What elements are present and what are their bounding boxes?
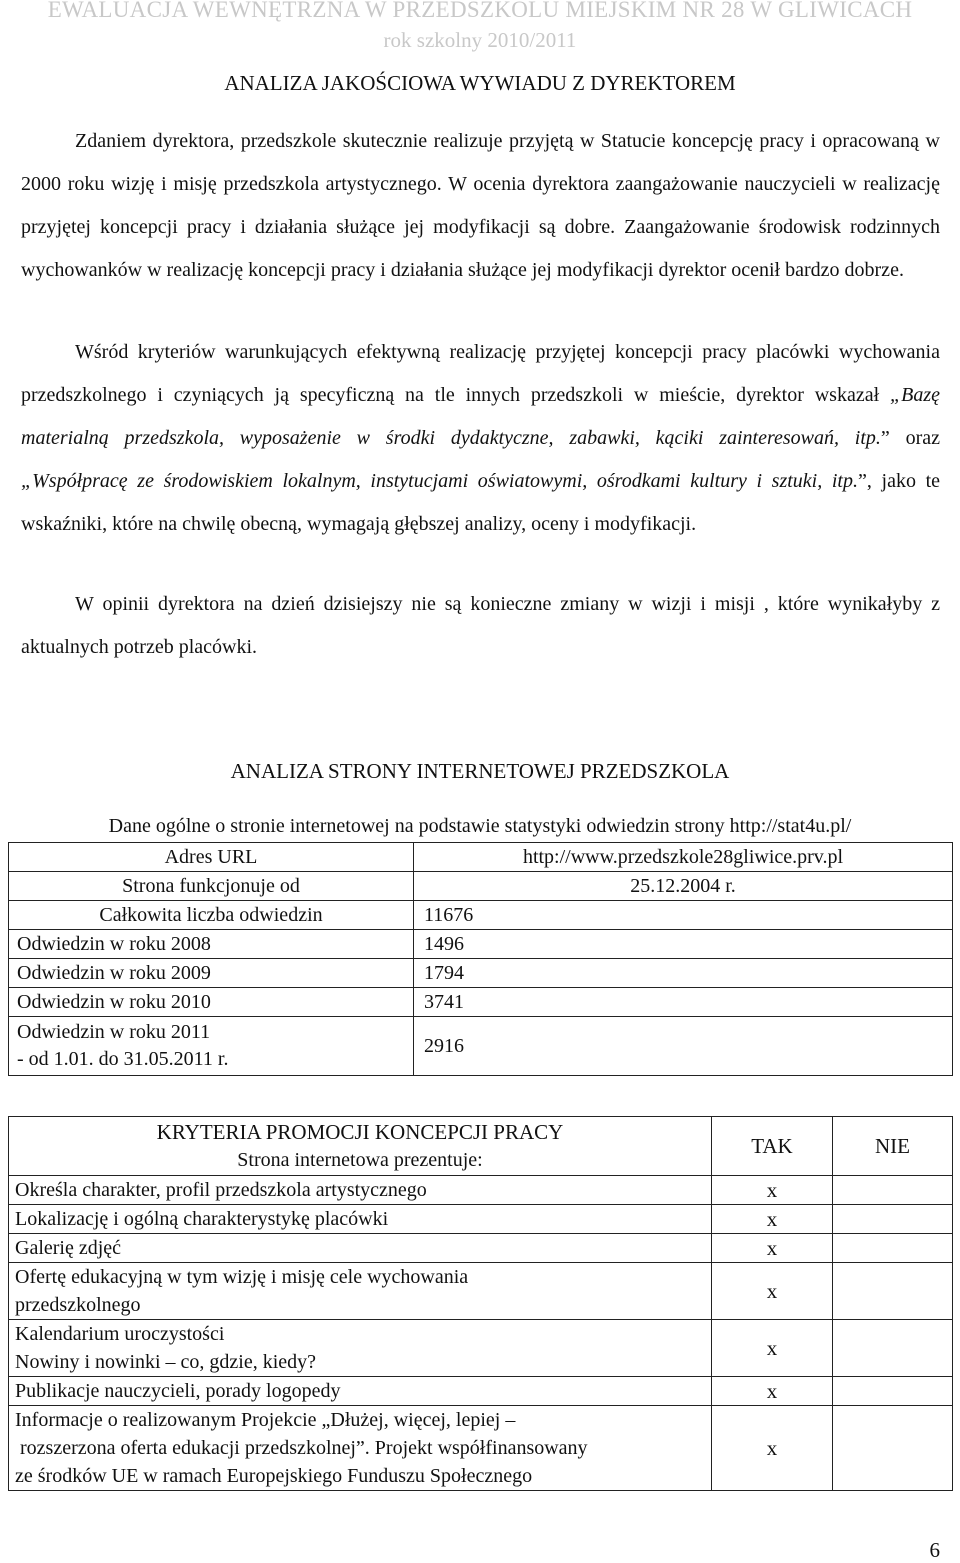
table-row <box>9 872 953 901</box>
table-row <box>9 1320 953 1377</box>
criteria-label: Publikacje nauczycieli, porady logopedy <box>9 1377 712 1406</box>
table-row <box>9 1377 953 1406</box>
stats-label <box>9 1017 414 1076</box>
paragraph-text: Zdaniem dyrektora, przedszkole skutecznie realizuje przyjętą w Statucie koncepcję pracy i opracowaną w 2000 roku wizję i misję przedszkola artystycznego. W ocenia dyrektora zaangażowanie nauczycieli w realizację przyjętej koncepcji pracy i działania służące jej modyfikacji są dobre. Zaangażowanie środowisk rodzinnych wychowanków w realizację koncepcji pracy i działania służące jej modyfikacji dyrektor ocenił bardzo dobrze. <box>21 130 940 281</box>
promotion-criteria-table <box>8 1116 953 1491</box>
table-header-row <box>9 1117 953 1176</box>
paragraph-text: ” oraz <box>880 427 940 449</box>
stats-value: http://www.przedszkole28gliwice.prv.pl <box>414 843 953 872</box>
stats-label-line: Odwiedzin w roku 2011 <box>17 1021 211 1043</box>
criteria-no-mark <box>833 1176 953 1205</box>
table-row <box>9 1176 953 1205</box>
criteria-label-line: przedszkolnego <box>15 1294 141 1316</box>
document-header-year: rok szkolny 2010/2011 <box>383 28 577 52</box>
criteria-heading-cell <box>9 1117 712 1176</box>
criteria-no-mark <box>833 1406 953 1491</box>
criteria-no-mark <box>833 1263 953 1320</box>
criteria-heading: KRYTERIA PROMOCJI KONCEPCJI PRACY <box>156 1120 564 1144</box>
paragraph-no-changes <box>21 583 940 669</box>
paragraph-criteria <box>21 331 940 546</box>
criteria-label-line: rozszerzona oferta edukacji przedszkolnej”. Projekt współfinansowany <box>15 1437 588 1459</box>
criteria-no-mark <box>833 1234 953 1263</box>
stats-label: Adres URL <box>9 843 414 872</box>
criteria-label: Lokalizację i ogólną charakterystykę placówki <box>9 1205 712 1234</box>
section-title-interview: ANALIZA JAKOŚCIOWA WYWIADU Z DYREKTOREM <box>224 71 736 95</box>
criteria-label <box>9 1263 712 1320</box>
stats-label: Odwiedzin w roku 2008 <box>9 930 414 959</box>
column-header-no: NIE <box>833 1117 953 1176</box>
criteria-label: Galerię zdjęć <box>9 1234 712 1263</box>
criteria-yes-mark: x <box>712 1263 833 1320</box>
table-row <box>9 959 953 988</box>
criteria-yes-mark: x <box>712 1320 833 1377</box>
criteria-no-mark <box>833 1205 953 1234</box>
table-row <box>9 1234 953 1263</box>
page-number: 6 <box>929 1538 940 1562</box>
stats-label: Strona funkcjonuje od <box>9 872 414 901</box>
stats-label: Całkowita liczba odwiedzin <box>9 901 414 930</box>
paragraph-text: Wśród kryteriów warunkujących efektywną realizację przyjętej koncepcji pracy placówki wychowania przedszkolnego i czyniących ją specyficzną na tle innych przedszkoli w mieście, dyrektor wskazał <box>21 341 940 406</box>
criteria-label-line: Nowiny i nowinki – co, gdzie, kiedy? <box>15 1351 317 1373</box>
table-row <box>9 930 953 959</box>
table-row <box>9 1263 953 1320</box>
emphasis-cooperation: „Współpracę ze środowiskiem lokalnym, instytucjami oświatowymi, ośrodkami kultury i sztuki, itp. <box>21 470 858 492</box>
criteria-label-line: Kalendarium uroczystości <box>15 1323 225 1345</box>
table-row <box>9 1205 953 1234</box>
column-header-yes: TAK <box>712 1117 833 1176</box>
criteria-label-line: ze środków UE w ramach Europejskiego Funduszu Społecznego <box>15 1465 533 1487</box>
criteria-label-line: Informacje o realizowanym Projekcie „Dłużej, więcej, lepiej – <box>15 1409 516 1431</box>
criteria-no-mark <box>833 1377 953 1406</box>
criteria-no-mark <box>833 1320 953 1377</box>
emphasis-material-base: „Bazę materialną przedszkola, wyposażenie w środki dydaktyczne, zabawki, kąciki zainteresowań, itp. <box>21 384 940 449</box>
paragraph-director-opinion <box>21 120 940 292</box>
stats-value: 3741 <box>414 988 953 1017</box>
table-row <box>9 843 953 872</box>
table-row <box>9 1406 953 1491</box>
stats-value: 1496 <box>414 930 953 959</box>
criteria-yes-mark: x <box>712 1377 833 1406</box>
stats-value: 11676 <box>414 901 953 930</box>
criteria-label <box>9 1320 712 1377</box>
criteria-label-line: Ofertę edukacyjną w tym wizję i misję cele wychowania <box>15 1266 469 1288</box>
stats-value: 1794 <box>414 959 953 988</box>
criteria-subheading: Strona internetowa prezentuje: <box>237 1149 483 1171</box>
criteria-yes-mark: x <box>712 1205 833 1234</box>
criteria-label: Określa charakter, profil przedszkola artystycznego <box>9 1176 712 1205</box>
criteria-yes-mark: x <box>712 1406 833 1491</box>
paragraph-text: ”, jako te wskaźniki, które na chwilę obecną, wymagają głębszej analizy, oceny i modyfikacji. <box>21 470 941 535</box>
stats-label: Odwiedzin w roku 2010 <box>9 988 414 1017</box>
table-row <box>9 901 953 930</box>
stats-label-line: - od 1.01. do 31.05.2011 r. <box>17 1048 229 1070</box>
table-row <box>9 988 953 1017</box>
document-header-title: EWALUACJA WEWNĘTRZNA W PRZEDSZKOLU MIEJSKIM NR 28 W GLIWICACH <box>47 0 913 22</box>
criteria-yes-mark: x <box>712 1234 833 1263</box>
stats-intro: Dane ogólne o stronie internetowej na podstawie statystyki odwiedzin strony http://stat4u.pl/ <box>108 815 852 837</box>
website-stats-table <box>8 842 953 1076</box>
stats-label: Odwiedzin w roku 2009 <box>9 959 414 988</box>
section-title-website: ANALIZA STRONY INTERNETOWEJ PRZEDSZKOLA <box>230 759 730 783</box>
criteria-label <box>9 1406 712 1491</box>
stats-value: 2916 <box>414 1017 953 1076</box>
criteria-yes-mark: x <box>712 1176 833 1205</box>
stats-value: 25.12.2004 r. <box>414 872 953 901</box>
table-row <box>9 1017 953 1076</box>
paragraph-text: W opinii dyrektora na dzień dzisiejszy nie są konieczne zmiany w wizji i misji , które wynikałyby z aktualnych potrzeb placówki. <box>21 593 940 658</box>
